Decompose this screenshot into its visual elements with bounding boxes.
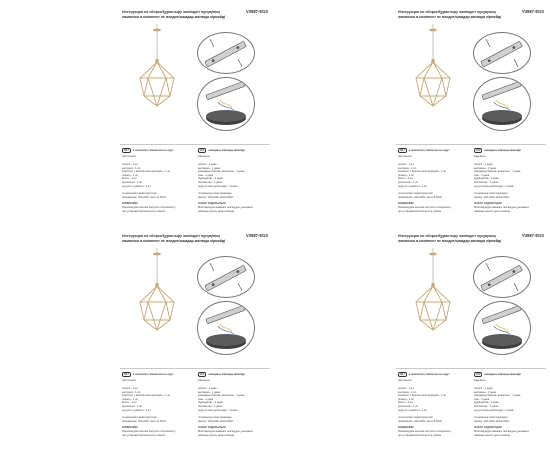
mounting-bracket-diagram: [473, 32, 531, 74]
kz-item: патрон - 1 дана: [474, 387, 493, 390]
kz-item: шурупы мен дюбельдер - 2 дана: [474, 184, 514, 188]
ceiling-cup: [429, 253, 437, 256]
ru-tech-label: технические характеристики:: [398, 192, 434, 196]
kz-badge: KZ: [474, 148, 482, 153]
title-line-2: лампочка в комплект не входит/шамдар жинаққа кірмейді: [398, 238, 502, 243]
instruction-title: [398, 234, 546, 243]
instruction-sheet: [278, 2, 548, 222]
kz-item: сымдарды бекіткіш жиынтығы - 1 дана: [198, 170, 245, 174]
model-number: V3987-8/1S: [245, 234, 268, 238]
kz-header: шамдары жинаққа кірмейді: [208, 149, 245, 152]
ru-item: комплект с фиксатором проводов - 1 шт: [398, 170, 447, 174]
ceiling-cup: [153, 253, 161, 256]
kz-item: сым - 1 дана: [474, 397, 490, 401]
title-line-1: Инструкция по сборке/Құрастыру жөніндегі нұсқаулық: [398, 234, 496, 238]
kz-list-label: жарықшы: [474, 155, 486, 159]
model-number: V3987-8/1S: [245, 10, 268, 14]
ru-section: [398, 148, 470, 213]
kz-tech-label: техникалық сипаттамалары:: [474, 416, 509, 420]
ru-item: крепления - 1 шт: [122, 180, 143, 184]
kz-list-label: жарықшы: [474, 379, 486, 383]
instruction-title: [122, 10, 270, 19]
ru-item: патрон - 1 шт: [122, 387, 139, 390]
ru-header: в комплекте лампочки не идут: [132, 373, 174, 376]
lamp-cage: [140, 62, 174, 106]
ru-warning-title: ВНИМАНИЕ!: [122, 202, 138, 206]
ru-warning-title: ВНИМАНИЕ!: [122, 426, 138, 430]
ru-section: [122, 372, 194, 437]
kz-item: бұрандалар - 2 дана: [474, 401, 499, 405]
kz-warning-line: Монтаждауды маманға тапсыруды ұсынамыз: [474, 429, 529, 433]
ru-warning-title: ВНИМАНИЕ!: [398, 426, 414, 430]
title-line-1: Инструкция по сборке/Құрастыру жөніндегі нұсқаулық: [122, 234, 220, 238]
kz-header: шамдары жинаққа кірмейді: [484, 373, 521, 376]
kz-tech-values: кернеу: 220-240V жиілік 50Hz: [474, 195, 510, 199]
kz-section: [198, 372, 270, 437]
kz-item: патрон - 1 дана: [198, 163, 217, 166]
kz-warning-line: Монтаждауды маманға тапсыруды ұсынамыз: [198, 205, 253, 209]
ru-warning-line: Рекомендуем монтаж поручить специалисту: [122, 429, 176, 433]
ru-warning-line: при установочной мощности лампы: [122, 209, 166, 213]
kz-badge: KZ: [198, 372, 206, 377]
ru-list-label: светильник: [122, 379, 136, 383]
ru-item: патрон - 1 шт: [398, 163, 415, 166]
mounting-bracket-diagram: [197, 256, 255, 298]
ru-warning-line: Рекомендуем монтаж поручить специалисту: [122, 205, 176, 209]
kz-item: сым - 1 дана: [198, 397, 214, 401]
screw-icon: [238, 59, 242, 67]
ru-item: колпачки - 1 шт: [398, 390, 417, 394]
kz-list-label: жарықшы: [198, 155, 210, 159]
lamp-cage: [140, 286, 174, 330]
title-line-2: лампочка в комплект не входит/шамдар жинаққа кірмейді: [122, 14, 226, 19]
ru-item: патрон - 1 шт: [398, 387, 415, 390]
kz-warning-line: Монтаждауды маманға тапсыруды ұсынамыз: [198, 429, 253, 433]
lamp-cage: [416, 286, 450, 330]
kz-warning-line: шамның орнату қуаты кезінде: [198, 433, 234, 437]
kz-item: бекіткіштер - 1 дана: [198, 180, 222, 184]
kz-section: [198, 148, 270, 213]
kz-item: бекіткіштер - 1 дана: [474, 180, 498, 184]
ru-tech-values: напряжение: 220-240V частота 50Hz: [398, 195, 443, 199]
kz-item: патрон - 1 дана: [474, 163, 493, 166]
ru-warning-line: при установочной мощности лампы: [122, 433, 166, 437]
kz-warning-title: НАЗАР АУДАРЫҢЫЗ!: [198, 426, 226, 430]
kz-item: шурупы мен дюбельдер - 2 дана: [198, 184, 238, 188]
divider: [120, 368, 270, 369]
title-line-1: Инструкция по сборке/Құрастыру жөніндегі нұсқаулық: [398, 10, 496, 14]
kz-section: [474, 372, 546, 437]
ru-item: шурупы и дюбели - 2 шт: [398, 184, 428, 188]
kz-tech-label: техникалық сипаттамалары:: [198, 192, 233, 196]
divider: [396, 368, 546, 369]
ru-warning-line: Рекомендуем монтаж поручить специалисту: [398, 205, 452, 209]
ru-badge: RU: [398, 372, 407, 377]
ru-item: колпачки - 1 шт: [122, 166, 141, 170]
ru-item: крепления - 1 шт: [398, 180, 419, 184]
kz-list-label: жарықшы: [198, 379, 210, 383]
mounting-bracket-diagram: [473, 256, 531, 298]
kz-item: бұрандалар - 2 дана: [474, 177, 499, 181]
ru-list-label: светильник: [122, 155, 136, 159]
ru-item: провод - 1 шт: [398, 173, 415, 177]
wire-icon: [218, 326, 234, 334]
kz-warning-title: НАЗАР АУДАРЫҢЫЗ!: [474, 202, 502, 206]
canopy-wiring-diagram: [197, 77, 255, 131]
ru-item: крепления - 1 шт: [122, 404, 143, 408]
instruction-sheet: [2, 2, 272, 222]
model-number: V3987-8/1S: [521, 10, 544, 14]
pendant-lamp-illustration: [122, 24, 192, 124]
instruction-title: [398, 10, 546, 19]
model-number: V3987-8/1S: [521, 234, 544, 238]
instruction-title: [122, 234, 270, 243]
ru-badge: RU: [122, 148, 131, 153]
ru-item: винты - 2 шт: [398, 401, 414, 405]
ru-item: комплект с фиксатором проводов - 1 шт: [122, 170, 171, 174]
ru-item: колпачки - 1 шт: [122, 390, 141, 394]
canopy-wiring-diagram: [473, 301, 531, 355]
kz-badge: KZ: [474, 372, 482, 377]
ru-warning-line: при установочной мощности лампы: [398, 433, 442, 437]
divider: [396, 144, 546, 145]
ru-header: в комплекте лампочки не идут: [132, 149, 174, 152]
ru-item: шурупы и дюбели - 2 шт: [398, 408, 428, 412]
ru-tech-values: напряжение: 220-240V частота 50Hz: [122, 195, 167, 199]
ru-item: шурупы и дюбели - 2 шт: [122, 408, 152, 412]
instruction-sheet: [2, 226, 272, 446]
screw-icon: [238, 283, 242, 291]
kz-tech-values: кернеу: 220-240V жиілік 50Hz: [198, 195, 234, 199]
ru-item: крепления - 1 шт: [398, 404, 419, 408]
mounting-bar: [206, 305, 245, 323]
wire-icon: [218, 102, 234, 110]
ru-item: винты - 2 шт: [122, 401, 138, 405]
screw-icon: [210, 39, 214, 47]
ceiling-cup: [429, 29, 437, 32]
kz-tech-values: кернеу: 220-240V жиілік 50Hz: [474, 419, 510, 423]
screw-icon: [210, 263, 214, 271]
kz-warning-line: шамның орнату қуаты кезінде: [474, 209, 510, 213]
mounting-bar: [206, 81, 245, 99]
title-line-2: лампочка в комплект не входит/шамдар жинаққа кірмейді: [398, 14, 502, 19]
ru-tech-values: напряжение: 220-240V частота 50Hz: [122, 419, 167, 423]
kz-item: сымдарды бекіткіш жиынтығы - 1 дана: [474, 170, 521, 174]
pendant-lamp-illustration: [398, 24, 468, 124]
ru-warning-title: ВНИМАНИЕ!: [398, 202, 414, 206]
ru-item: провод - 1 шт: [122, 173, 139, 177]
kz-item: қалпақша - 1 дана: [198, 166, 220, 170]
kz-item: патрон - 1 дана: [198, 387, 217, 390]
pendant-lamp-illustration: [398, 248, 468, 348]
kz-item: сымдарды бекіткіш жиынтығы - 1 дана: [198, 394, 245, 398]
kz-tech-values: кернеу: 220-240V жиілік 50Hz: [198, 419, 234, 423]
mounting-bracket-diagram: [197, 32, 255, 74]
ru-header: в комплекте лампочки не идут: [408, 149, 450, 152]
kz-warning-title: НАЗАР АУДАРЫҢЫЗ!: [474, 426, 502, 430]
kz-warning-line: шамның орнату қуаты кезінде: [198, 209, 234, 213]
title-line-1: Инструкция по сборке/Құрастыру жөніндегі нұсқаулық: [122, 10, 220, 14]
ru-badge: RU: [122, 372, 131, 377]
kz-warning-title: НАЗАР АУДАРЫҢЫЗ!: [198, 202, 226, 206]
ru-badge: RU: [398, 148, 407, 153]
kz-item: шурупы мен дюбельдер - 2 дана: [198, 408, 238, 412]
kz-item: сымдарды бекіткіш жиынтығы - 1 дана: [474, 394, 521, 398]
kz-item: қалпақша - 1 дана: [474, 166, 496, 170]
kz-warning-line: шамның орнату қуаты кезінде: [474, 433, 510, 437]
title-line-2: лампочка в комплект не входит/шамдар жинаққа кірмейді: [122, 238, 226, 243]
divider: [120, 144, 270, 145]
screw-icon: [486, 39, 490, 47]
kz-tech-label: техникалық сипаттамалары:: [474, 192, 509, 196]
kz-warning-line: Монтаждауды маманға тапсыруды ұсынамыз: [474, 205, 529, 209]
kz-item: шурупы мен дюбельдер - 2 дана: [474, 408, 514, 412]
kz-item: сым - 1 дана: [474, 173, 490, 177]
ru-list-label: светильник: [398, 379, 412, 383]
ceiling-cup: [153, 29, 161, 32]
canopy-top: [206, 110, 246, 122]
canopy-wiring-diagram: [197, 301, 255, 355]
kz-header: шамдары жинаққа кірмейді: [208, 373, 245, 376]
ru-header: в комплекте лампочки не идут: [408, 373, 450, 376]
ru-item: провод - 1 шт: [122, 397, 139, 401]
kz-item: бұрандалар - 2 дана: [198, 177, 223, 181]
ru-item: комплект с фиксатором проводов - 1 шт: [398, 394, 447, 398]
screw-icon: [514, 283, 518, 291]
canopy-top: [482, 334, 522, 346]
pendant-lamp-illustration: [122, 248, 192, 348]
ru-item: комплект с фиксатором проводов - 1 шт: [122, 394, 171, 398]
ru-warning-line: при установочной мощности лампы: [398, 209, 442, 213]
ru-item: шурупы и дюбели - 2 шт: [122, 184, 152, 188]
instruction-sheet: [278, 226, 548, 446]
ru-warning-line: Рекомендуем монтаж поручить специалисту: [398, 429, 452, 433]
wire-icon: [494, 326, 510, 334]
ru-section: [398, 372, 470, 437]
kz-item: сым - 1 дана: [198, 173, 214, 177]
canopy-top: [482, 110, 522, 122]
ru-list-label: светильник: [398, 155, 412, 159]
kz-section: [474, 148, 546, 213]
canopy-top: [206, 334, 246, 346]
kz-item: қалпақша - 1 дана: [474, 390, 496, 394]
kz-item: бекіткіштер - 1 дана: [198, 404, 222, 408]
mounting-bar: [482, 81, 521, 99]
ru-item: провод - 1 шт: [398, 397, 415, 401]
lamp-cage: [416, 62, 450, 106]
ru-tech-label: технические характеристики:: [122, 192, 158, 196]
kz-item: қалпақша - 1 дана: [198, 390, 220, 394]
ru-item: винты - 2 шт: [122, 177, 138, 181]
kz-tech-label: техникалық сипаттамалары:: [198, 416, 233, 420]
ru-section: [122, 148, 194, 213]
wire-icon: [494, 102, 510, 110]
screw-icon: [514, 59, 518, 67]
ru-tech-label: технические характеристики:: [398, 416, 434, 420]
ru-tech-label: технические характеристики:: [122, 416, 158, 420]
kz-item: бекіткіштер - 1 дана: [474, 404, 498, 408]
screw-icon: [486, 263, 490, 271]
ru-item: колпачки - 1 шт: [398, 166, 417, 170]
mounting-bar: [482, 305, 521, 323]
ru-tech-values: напряжение: 220-240V частота 50Hz: [398, 419, 443, 423]
kz-header: шамдары жинаққа кірмейді: [484, 149, 521, 152]
kz-badge: KZ: [198, 148, 206, 153]
kz-item: бұрандалар - 2 дана: [198, 401, 223, 405]
ru-item: винты - 2 шт: [398, 177, 414, 181]
canopy-wiring-diagram: [473, 77, 531, 131]
ru-item: патрон - 1 шт: [122, 163, 139, 166]
